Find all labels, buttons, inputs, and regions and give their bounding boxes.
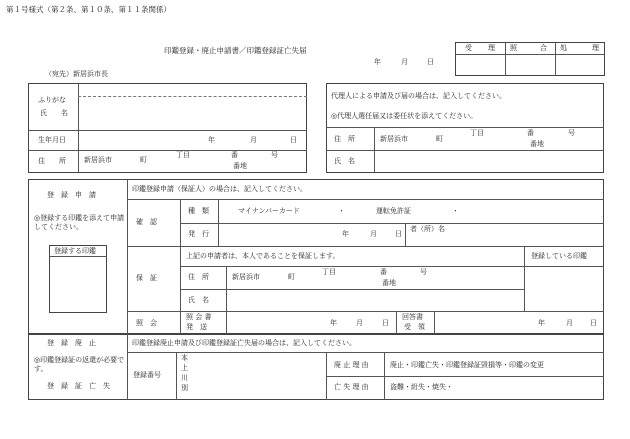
applicant-chome: 丁目	[176, 151, 190, 159]
loss-reason-label: 亡 失 理 由	[334, 383, 369, 391]
abolition-label: 登 録 廃 止	[47, 339, 96, 347]
guarantor-case-text: 印鑑登録申請（保証人）の場合は、記入してください。	[132, 185, 307, 193]
form-title: 印鑑登録・廃止申請書／印鑑登録証亡失届	[164, 46, 307, 55]
guarantor-chome: 丁目	[322, 268, 336, 276]
guarantor-go: 号	[420, 268, 427, 276]
date-year: 年	[374, 58, 381, 66]
applicant-banchi: 番地	[233, 162, 247, 170]
guarantor-address-label: 住 所	[188, 273, 209, 281]
abolition-case-text: 印鑑登録廃止申請及び印鑑登録証亡失届の場合は、記入してください。	[132, 339, 356, 347]
birth-day: 日	[290, 136, 297, 144]
registered-seal-label: 登録している印鑑	[531, 252, 587, 260]
registration-note: ◎登録する印鑑を添えて申請してください。	[34, 214, 125, 232]
sent-label: 発 送	[186, 323, 207, 331]
guarantor-banchi: 番地	[382, 279, 396, 287]
reg-betsu: 別	[181, 384, 188, 392]
sent-year: 年	[330, 319, 337, 327]
office-use-box	[455, 42, 605, 76]
applicant-ban: 番	[231, 151, 238, 159]
applicant-name-label: 氏 名	[40, 109, 68, 117]
agent-note1: 代理人による申請及び届の場合は、記入してください。	[331, 92, 506, 100]
applicant-machi: 町	[140, 156, 147, 164]
issue-label: 発 行	[188, 230, 209, 238]
agent-address-label: 住 所	[334, 135, 355, 143]
loss-label: 登 録 証 亡 失	[47, 382, 110, 390]
date-month: 月	[401, 58, 408, 66]
loss-options[interactable]: 盗難・紛失・焼失・	[390, 383, 453, 391]
office-go: 合	[540, 44, 547, 52]
received-year: 年	[538, 319, 545, 327]
seal-box-label: 登録する印鑑	[54, 247, 96, 255]
issuer-name-label: 者（所）名	[410, 225, 445, 233]
date-day: 日	[427, 58, 434, 66]
guarantor-ban: 番	[380, 268, 387, 276]
registration-label: 登 録 申 請	[47, 191, 96, 199]
applicant-name-field[interactable]	[80, 98, 305, 128]
issue-year: 年	[342, 230, 349, 238]
sent-month: 月	[356, 319, 363, 327]
received-day: 日	[590, 319, 597, 327]
abolish-options[interactable]: 廃止・印鑑亡失・印鑑登録証毀損等・印鑑の変更	[390, 361, 544, 369]
received-month: 月	[566, 319, 573, 327]
sent-day: 日	[382, 319, 389, 327]
office-ri2: 理	[592, 44, 599, 52]
applicant-address-label: 住 所	[38, 157, 66, 165]
agent-city: 新居浜市	[380, 135, 408, 143]
abolition-note: ◎印鑑登録証の返還が必要です。	[34, 356, 125, 374]
agent-go: 号	[568, 129, 575, 137]
office-ri1: 理	[488, 44, 495, 52]
agent-banchi: 番地	[530, 140, 544, 148]
guarantee-text: 上記の申請者は、本人であることを保証します。	[186, 252, 340, 260]
applicant-city: 新居浜市	[84, 156, 112, 164]
mynumber-card: マイナンバーカード	[238, 207, 300, 215]
form-number: 第１号様式（第２条、第１０条、第１１条関係）	[6, 5, 171, 14]
furigana-label: ふりがな	[38, 96, 66, 104]
birth-year: 年	[208, 136, 215, 144]
inquiry-doc-label: 照 会 書	[186, 313, 212, 321]
agent-ban: 番	[527, 129, 534, 137]
applicant-go: 号	[271, 151, 278, 159]
birth-month: 月	[250, 136, 257, 144]
reg-number-label: 登録番号	[133, 371, 161, 379]
guarantor-label: 保 証	[136, 274, 157, 282]
reg-jo: 上	[181, 364, 188, 372]
issue-month: 月	[370, 230, 377, 238]
guarantor-name-label: 氏 名	[188, 296, 209, 304]
addressee: （宛先）新居浜市長	[45, 70, 108, 78]
reg-ho: 本	[181, 354, 188, 362]
inquiry-label: 照 会	[136, 319, 157, 327]
received-label: 受 領	[404, 323, 425, 331]
confirm-label: 確 認	[136, 218, 157, 226]
office-sho: 照	[510, 44, 517, 52]
abolish-reason-label: 廃 止 理 由	[334, 361, 369, 369]
guarantor-city: 新居浜市	[232, 273, 260, 281]
agent-machi: 町	[436, 135, 443, 143]
issue-day: 日	[395, 230, 402, 238]
driver-license: 運転免許証	[376, 207, 411, 215]
kind-label: 種 類	[188, 207, 209, 215]
bullet-1: ・	[338, 207, 345, 215]
agent-note2: ◎代理人選任届又は委任状を添えてください。	[331, 112, 478, 120]
agent-chome: 丁目	[470, 129, 484, 137]
agent-name-label: 氏 名	[334, 157, 355, 165]
bullet-2: ・	[452, 207, 459, 215]
office-sho2: 処	[560, 44, 567, 52]
birthdate-label: 生年月日	[38, 136, 66, 144]
reply-label: 回答書	[402, 313, 423, 321]
guarantor-machi: 町	[288, 273, 295, 281]
reg-kawa: 川	[181, 374, 188, 382]
office-uke: 受	[465, 44, 472, 52]
